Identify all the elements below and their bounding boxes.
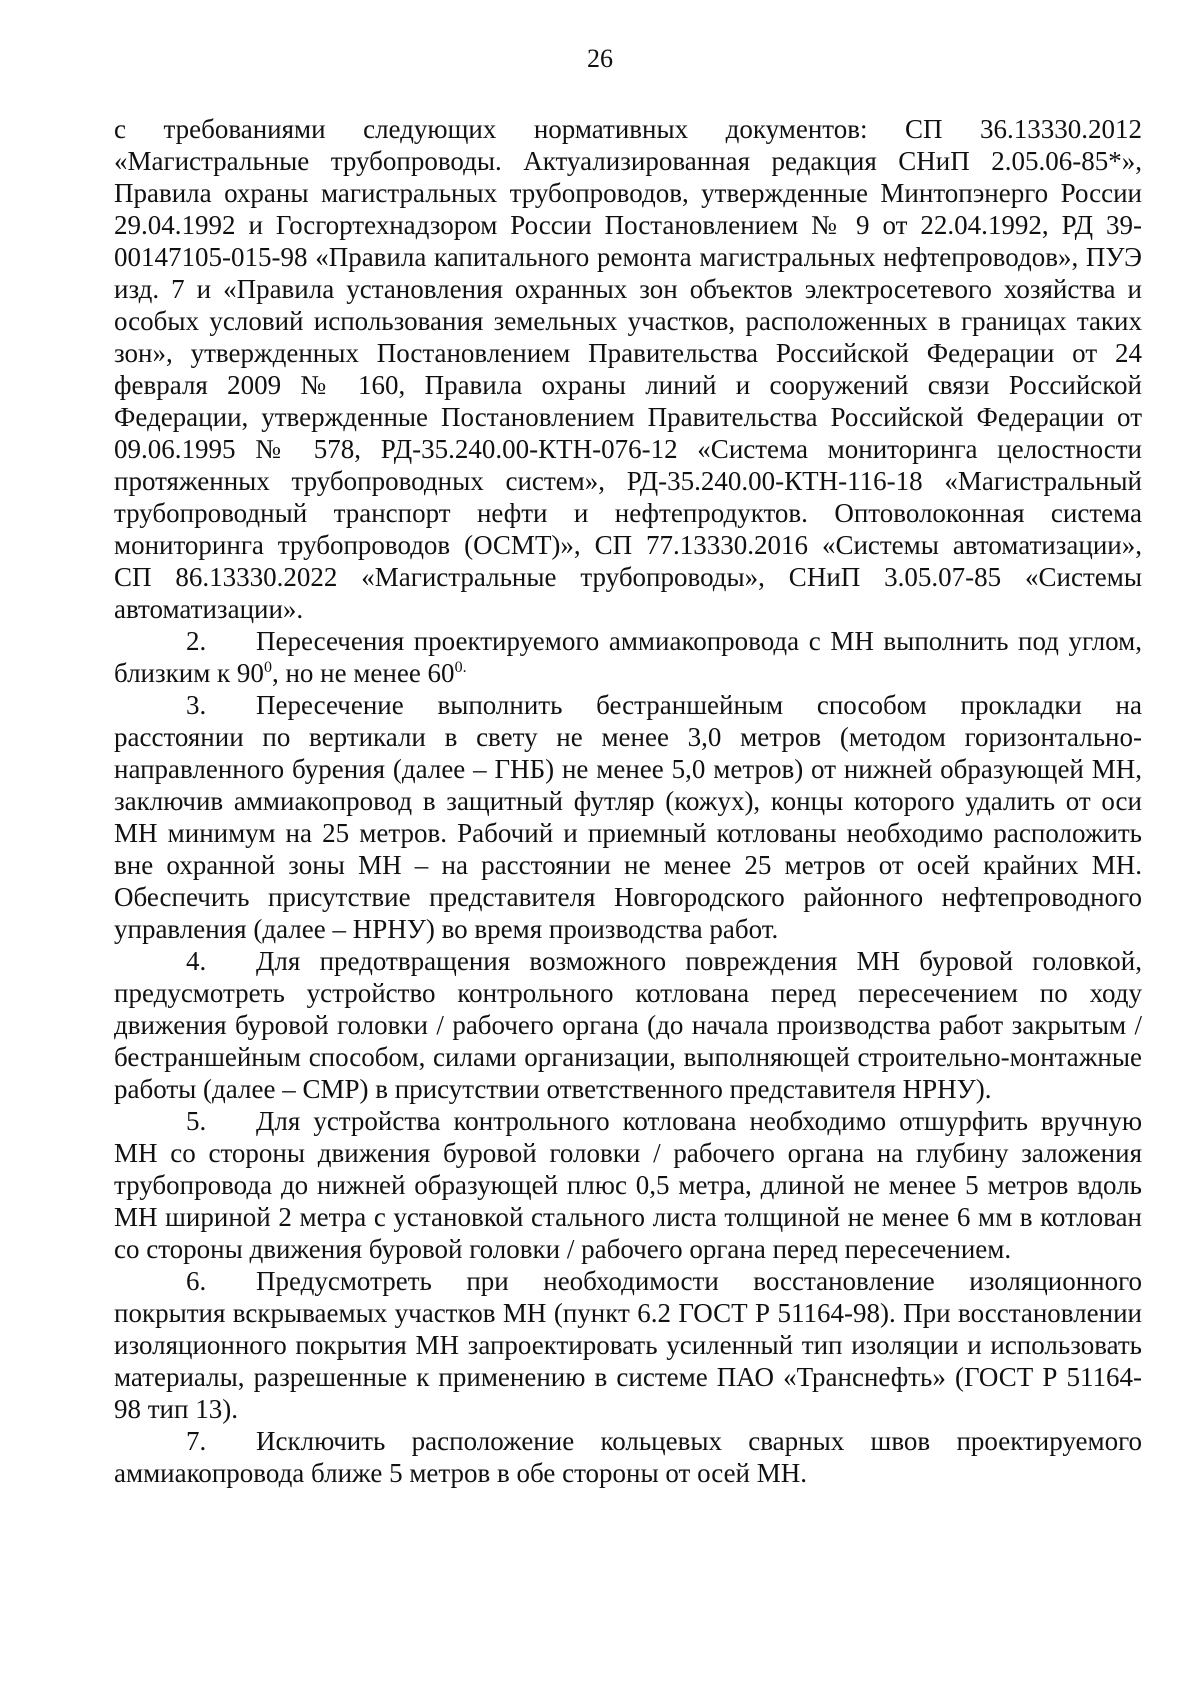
list-item-text: , но не менее 60: [271, 658, 455, 688]
degree-superscript: 0.: [454, 659, 467, 676]
list-item-number: 7.: [186, 1426, 207, 1456]
intro-paragraph: с требованиями следующих нормативных документов: СП 36.13330.2012 «Магистральные трубопроводы. Актуализированная редакция СНиП 2.05.06-85*», Правила охраны магистральных трубопроводов, утвержденные Минтопэнерго России 29.04.1992 и Госгортехнадзором России Постановлением № 9 от 22.04.1992, РД 39-00147105-015-98 «Правила капитального ремонта магистральных нефтепроводов», ПУЭ изд. 7 и «Правила установления охранных зон объектов электросетевого хозяйства и особых условий использования земельных участков, расположенных в границах таких зон», утвержденных Постановлением Правительства Российской Федерации от 24 февраля 2009 № 160, Правила охраны линий и сооружений связи Российской Федерации, утвержденные Постановлением Правительства Российской Федерации от 09.06.1995 № 578, РД-35.240.00-КТН-076-12 «Система мониторинга целостности протяженных трубопроводных систем», РД-35.240.00-КТН-116-18 «Магистральный трубопроводный транспорт нефти и нефтепродуктов. Оптоволоконная система мониторинга трубопроводов (ОСМТ)», СП 77.13330.2016 «Системы автоматизации», СП 86.13330.2022 «Магистральные трубопроводы», СНиП 3.05.07-85 «Системы автоматизации».: [114, 114, 1142, 624]
list-item-number: 5.: [186, 1106, 207, 1136]
list-item-6: [114, 1265, 1142, 1425]
list-item-number: 3.: [186, 690, 207, 720]
list-item-3: [114, 689, 1142, 945]
list-item-text: Пересечения проектируемого аммиакопровода с МН выполнить под углом, близким к 90: [114, 626, 1142, 688]
list-item-text: Для предотвращения возможного повреждения МН буровой головкой, предусмотреть устройство контрольного котлована перед пересечением по ходу движения буровой головки / рабочего органа (до начала производства работ закрытым / бестраншейным способом, силами организации, выполняющей строительно-монтажные работы (далее – СМР) в присутствии ответственного представителя НРНУ).: [114, 946, 1142, 1104]
list-item-4: [114, 945, 1142, 1105]
list-item-text: Пересечение выполнить бестраншейным способом прокладки на расстоянии по вертикали в свету не менее 3,0 метров (методом горизонтально-направленного бурения (далее – ГНБ) не менее 5,0 метров) от нижней образующей МН, заключив аммиакопровод в защитный футляр (кожух), концы которого удалить от оси МН минимум на 25 метров. Рабочий и приемный котлованы необходимо расположить вне охранной зоны МН – на расстоянии не менее 25 метров от осей крайних МН. Обеспечить присутствие представителя Новгородского районного нефтепроводного управления (далее – НРНУ) во время производства работ.: [114, 690, 1142, 944]
list-item-text: Исключить расположение кольцевых сварных швов проектируемого аммиакопровода ближе 5 метров в обе стороны от осей МН.: [114, 1426, 1142, 1488]
page-number: 26: [587, 44, 613, 73]
list-item-5: [114, 1105, 1142, 1265]
list-item-text: Предусмотреть при необходимости восстановление изоляционного покрытия вскрываемых участков МН (пункт 6.2 ГОСТ Р 51164-98). При восстановлении изоляционного покрытия МН запроектировать усиленный тип изоляции и использовать материалы, разрешенные к применению в системе ПАО «Транснефть» (ГОСТ Р 51164-98 тип 13).: [114, 1266, 1142, 1424]
list-item-number: 2.: [186, 626, 207, 656]
list-item-2: [114, 625, 1142, 689]
list-item-text: Для устройства контрольного котлована необходимо отшурфить вручную МН со стороны движения буровой головки / рабочего органа на глубину заложения трубопровода до нижней образующей плюс 0,5 метра, длиной не менее 5 метров вдоль МН шириной 2 метра с установкой стального листа толщиной не менее 6 мм в котлован со стороны движения буровой головки / рабочего органа перед пересечением.: [114, 1106, 1142, 1264]
document-body: [114, 113, 1142, 1489]
list-item-number: 6.: [186, 1266, 207, 1296]
list-item-7: [114, 1425, 1142, 1489]
degree-superscript: 0: [263, 659, 272, 676]
list-item-number: 4.: [186, 946, 207, 976]
